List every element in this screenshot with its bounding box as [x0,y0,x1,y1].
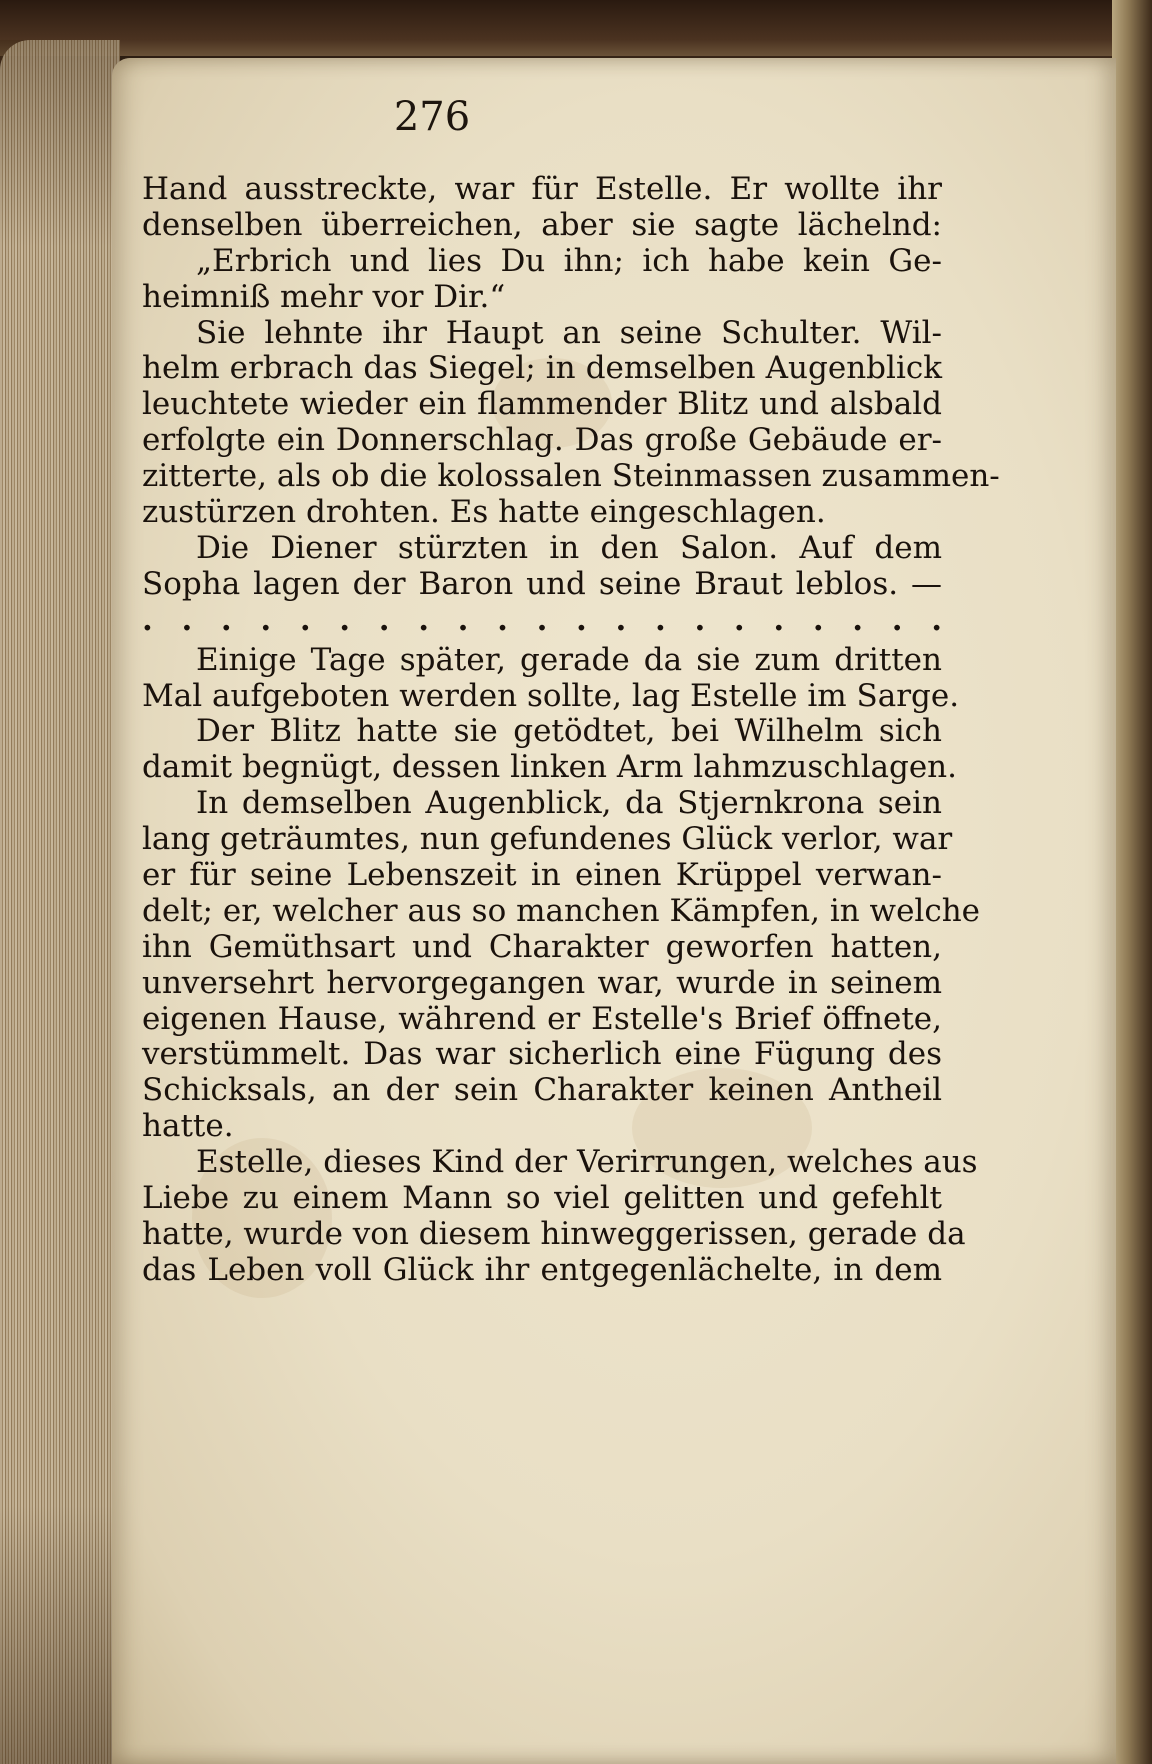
text-line: unversehrt hervorgegangen war, wurde in seinem [142,964,942,1001]
text-line: Sie lehnte ihr Haupt an seine Schulter. Wil- [196,314,942,351]
text-line: Der Blitz hatte sie getödtet, bei Wilhelm sich [196,713,942,750]
text-line: helm erbrach das Siegel; in demselben Augenblick [142,350,942,387]
text-line: Einige Tage später, gerade da sie zum dritten [196,641,942,678]
right-page-edge [1112,0,1152,1764]
section-break-dots: . . . . . . . . . . . . . . . . . . . . . [142,601,942,638]
text-line: eigenen Hause, während er Estelle's Brief öffnete, [142,1000,942,1037]
text-line: Sopha lagen der Baron und seine Braut leblos. — [142,565,942,602]
text-line: lang geträumtes, nun gefundenes Glück verlor, war [142,821,953,858]
text-line: Mal aufgeboten werden sollte, lag Estelle im Sarge. [142,677,960,714]
text-line: zitterte, als ob die kolossalen Steinmassen zusammen- [142,458,1000,495]
text-line: er für seine Lebenszeit in einen Krüppel verwan- [142,857,942,894]
text-line: heimniß mehr vor Dir.“ [142,278,506,315]
text-line: Liebe zu einem Mann so viel gelitten und gefehlt [142,1180,942,1217]
text-line: hatte, wurde von diesem hinweggerissen, gerade da [142,1215,966,1252]
text-line: In demselben Augenblick, da Stjernkrona sein [196,785,942,822]
page-body-text [142,171,1000,1289]
text-line: Schicksals, an der sein Charakter keinen Antheil [142,1072,942,1109]
text-line: denselben überreichen, aber sie sagte lächelnd: [142,206,942,243]
text-line: ihn Gemüthsart und Charakter geworfen hatten, [142,928,942,965]
text-line: das Leben voll Glück ihr entgegenlächelte, in dem [142,1251,942,1288]
text-line: zustürzen drohten. Es hatte eingeschlagen. [142,494,826,531]
text-line: verstümmelt. Das war sicherlich eine Fügung des [142,1036,942,1073]
text-line: damit begnügt, dessen linken Arm lahmzuschlagen. [142,749,957,786]
book-top-shadow [0,0,1152,56]
text-line: Estelle, dieses Kind der Verirrungen, welches aus [196,1144,978,1181]
text-line: Die Diener stürzten in den Salon. Auf dem [196,529,942,566]
text-line: erfolgte ein Donnerschlag. Das große Gebäude er- [142,422,942,459]
text-line: delt; er, welcher aus so manchen Kämpfen, in welche [142,892,981,929]
text-line: leuchtete wieder ein flammender Blitz und alsbald [142,386,942,423]
text-line: hatte. [142,1108,234,1145]
text-line: „Erbrich und lies Du ihn; ich habe kein Ge- [196,242,942,279]
page-number: 276 [393,94,471,140]
text-line: Hand ausstreckte, war für Estelle. Er wollte ihr [142,171,942,207]
page-edges-shade [0,40,120,1764]
